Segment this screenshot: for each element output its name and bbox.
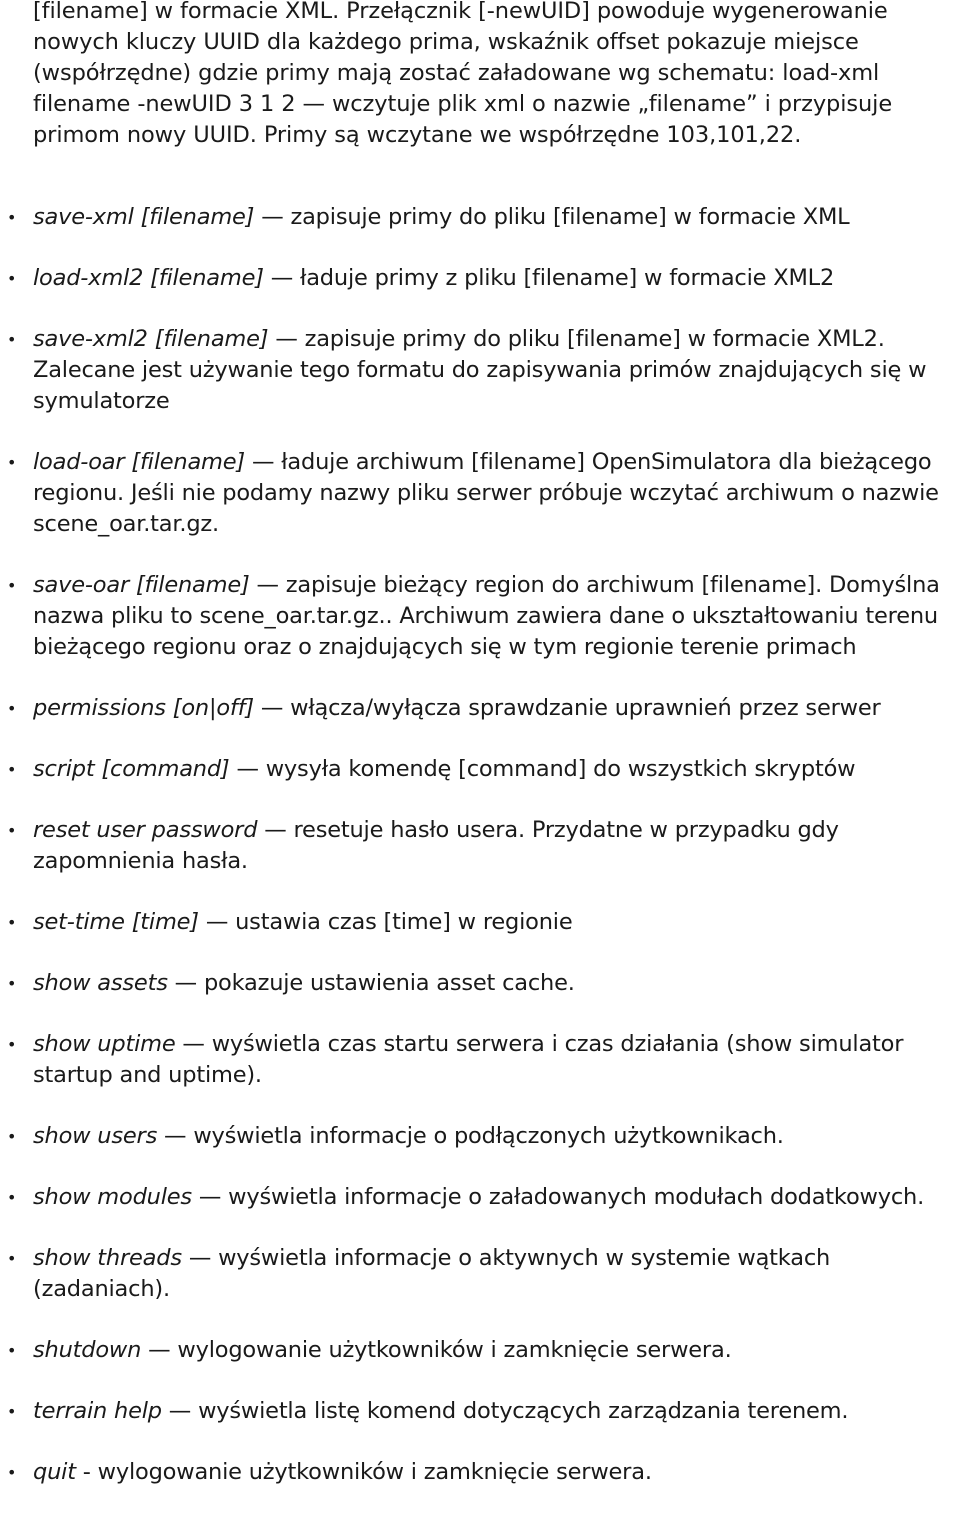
bullet-icon: • xyxy=(7,208,17,227)
bullet-icon: • xyxy=(7,760,17,779)
dash-separator: — xyxy=(253,695,291,721)
bullet-icon: • xyxy=(7,699,17,718)
list-item xyxy=(0,815,960,877)
command-description: wysyła komendę [command] do wszystkich skryptów xyxy=(265,756,856,782)
command-name: save-xml [filename] xyxy=(33,204,255,230)
bullet-icon: • xyxy=(7,1035,17,1054)
dash-separator: — xyxy=(191,1184,229,1210)
command-description: zapisuje bieżący region do archiwum [filename]. Domyślna nazwa pliku to scene_oar.tar.gz.. Archiwum zawiera dane o ukształtowaniu terenu bieżącego regionu oraz o znajdujących się w tym regionie terenie primach xyxy=(33,572,940,660)
dash-separator: — xyxy=(167,970,204,996)
command-description: ładuje archiwum [filename] OpenSimulatora dla bieżącego regionu. Jeśli nie podamy nazwy pliku serwer próbuje wczytać archiwum o nazwie scene_oar.tar.gz. xyxy=(33,449,939,537)
list-item xyxy=(0,324,960,417)
command-description: wyświetla czas startu serwera i czas działania (show simulator startup and uptime). xyxy=(33,1031,904,1088)
list-item xyxy=(0,1121,960,1152)
dash-separator: — xyxy=(141,1337,178,1363)
list-item xyxy=(0,1182,960,1213)
bullet-icon: • xyxy=(7,913,17,932)
list-item xyxy=(0,693,960,724)
list-item xyxy=(0,263,960,294)
bullet-icon: • xyxy=(7,974,17,993)
command-description: zapisuje primy do pliku [filename] w formacie XML2. Zalecane jest używanie tego formatu do zapisywania primów znajdujących się w symulatorze xyxy=(33,326,927,414)
command-name: show uptime xyxy=(33,1031,176,1057)
dash-separator: — xyxy=(249,572,286,598)
dash-separator: — xyxy=(245,449,282,475)
bullet-icon: • xyxy=(7,1463,17,1482)
command-description: ładuje primy z pliku [filename] w formacie XML2 xyxy=(300,265,835,291)
list-item xyxy=(0,1243,960,1305)
list-item xyxy=(0,1335,960,1366)
command-name: show assets xyxy=(33,970,168,996)
command-name: save-xml2 [filename] xyxy=(33,326,269,352)
bullet-icon: • xyxy=(7,269,17,288)
command-description: wyświetla informacje o aktywnych w systemie wątkach (zadaniach). xyxy=(33,1245,831,1302)
list-item xyxy=(0,447,960,540)
dash-separator: — xyxy=(257,817,294,843)
dash-separator: — xyxy=(268,326,305,352)
command-description: wyświetla informacje o załadowanych modułach dodatkowych. xyxy=(228,1184,925,1210)
command-description: wyświetla informacje o podłączonych użytkownikach. xyxy=(193,1123,784,1149)
command-description: resetuje hasło usera. Przydatne w przypadku gdy zapomnienia hasła. xyxy=(33,817,839,874)
list-item xyxy=(0,907,960,938)
bullet-icon: • xyxy=(7,453,17,472)
bullet-icon: • xyxy=(7,1188,17,1207)
bullet-icon: • xyxy=(7,1127,17,1146)
command-name: show threads xyxy=(33,1245,182,1271)
list-item xyxy=(0,1029,960,1091)
dash-separator: — xyxy=(198,909,236,935)
bullet-icon: • xyxy=(7,1249,17,1268)
dash-separator: — xyxy=(263,265,301,291)
bullet-icon: • xyxy=(7,576,17,595)
command-description: wyświetla listę komend dotyczących zarządzania terenem. xyxy=(198,1398,849,1424)
command-name: load-oar [filename] xyxy=(33,449,245,475)
list-item xyxy=(0,968,960,999)
command-description: włącza/wyłącza sprawdzanie uprawnień przez serwer xyxy=(290,695,881,721)
command-name: reset user password xyxy=(33,817,258,843)
dash-separator: — xyxy=(157,1123,194,1149)
bullet-icon: • xyxy=(7,1341,17,1360)
list-item xyxy=(0,754,960,785)
bullet-icon: • xyxy=(7,330,17,349)
command-name: show modules xyxy=(33,1184,192,1210)
command-description: wylogowanie użytkowników i zamknięcie serwera. xyxy=(97,1459,652,1485)
dash-separator: — xyxy=(161,1398,199,1424)
command-name: permissions [on|off] xyxy=(33,695,254,721)
dash-separator: — xyxy=(254,204,291,230)
command-name: set-time [time] xyxy=(33,909,199,935)
command-name: show users xyxy=(33,1123,158,1149)
dash-separator: — xyxy=(175,1031,212,1057)
command-name: save-oar [filename] xyxy=(33,572,250,598)
dash-separator: - xyxy=(75,1459,98,1485)
command-name: load-xml2 [filename] xyxy=(33,265,264,291)
bullet-icon: • xyxy=(7,821,17,840)
command-name: quit xyxy=(33,1459,76,1485)
command-description: ustawia czas [time] w regionie xyxy=(235,909,573,935)
list-item xyxy=(0,570,960,663)
command-name: terrain help xyxy=(33,1398,162,1424)
command-description: zapisuje primy do pliku [filename] w formacie XML xyxy=(290,204,850,230)
intro-paragraph: [filename] w formacie XML. Przełącznik [-newUID] powoduje wygenerowanie nowych kluczy UUID dla każdego prima, wskaźnik offset pokazuje miejsce (współrzędne) gdzie primy mają zostać załadowane wg schematu: load-xml filename -newUID 3 1 2 — wczytuje plik xml o nazwie „filename” i przypisuje primom nowy UUID. Primy są wczytane we współrzędne 103,101,22. xyxy=(33,0,893,148)
command-name: shutdown xyxy=(33,1337,142,1363)
command-description: pokazuje ustawienia asset cache. xyxy=(203,970,575,996)
list-item xyxy=(0,1396,960,1427)
dash-separator: — xyxy=(181,1245,219,1271)
list-item xyxy=(0,202,960,233)
dash-separator: — xyxy=(229,756,266,782)
bullet-icon: • xyxy=(7,1402,17,1421)
command-description: wylogowanie użytkowników i zamknięcie serwera. xyxy=(177,1337,732,1363)
command-list xyxy=(0,202,960,1518)
command-name: script [command] xyxy=(33,756,230,782)
list-item xyxy=(0,1457,960,1488)
